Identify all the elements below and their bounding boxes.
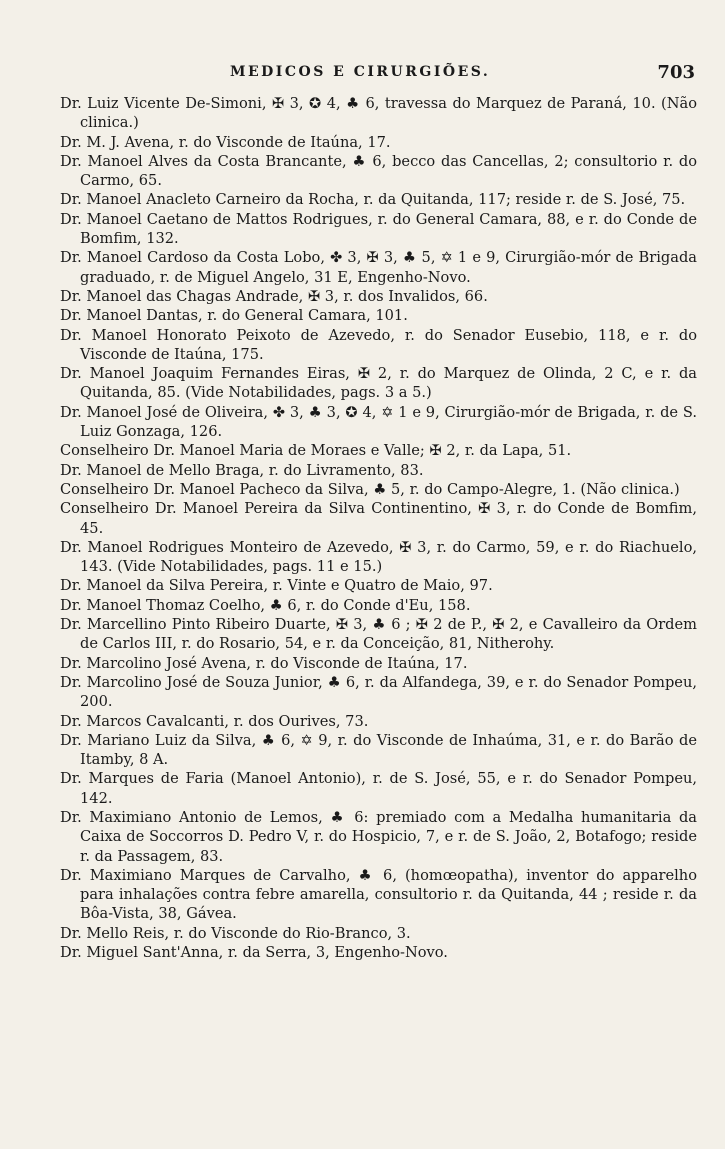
directory-entry: Dr. Manoel José de Oliveira, ✤ 3, ♣ 3, ✪ 4, ✡ 1 e 9, Cirurgião-mór de Brigada, r. de S. Luiz Gonzaga, 126. [60,403,697,441]
directory-entry: Dr. Maximiano Marques de Carvalho, ♣ 6, (homœopatha), inventor do apparelho para inhalações contra febre amarella, consultorio r. da Quitanda, 44 ; reside r. da Bôa-Vista, 38, Gávea. [60,866,697,923]
directory-entry: Dr. Miguel Sant'Anna, r. da Serra, 3, Engenho-Novo. [60,944,448,962]
directory-entry: Dr. Marcolino José de Souza Junior, ♣ 6, r. da Alfandega, 39, e r. do Senador Pompeu, 200. [60,673,697,711]
directory-entry: Dr. Manoel de Mello Braga, r. do Livramento, 83. [60,461,424,479]
directory-entry: Dr. Manoel Rodrigues Monteiro de Azevedo, ✠ 3, r. do Carmo, 59, e r. do Riachuelo, 143. (Vide Notabilidades, pags. 11 e 15.) [60,538,697,576]
running-title: MEDICOS E CIRURGIÕES. [230,64,491,80]
directory-entry: Dr. Marques de Faria (Manoel Antonio), r. de S. José, 55, e r. do Senador Pompeu, 142. [60,770,697,807]
page-header [60,60,697,94]
directory-entry: Dr. Mello Reis, r. do Visconde do Rio-Branco, 3. [60,924,411,942]
directory-entry: Dr. Manoel Honorato Peixoto de Azevedo, r. do Senador Eusebio, 118, e r. do Visconde de Itaúna, 175. [60,326,697,363]
directory-entry: Dr. Manoel Alves da Costa Brancante, ♣ 6, becco das Cancellas, 2; consultorio r. do Carmo, 65. [60,152,697,190]
directory-entry: Dr. Manoel Dantas, r. do General Camara, 101. [60,307,408,325]
directory-entry: Dr. Luiz Vicente De-Simoni, ✠ 3, ✪ 4, ♣ 6, travessa do Marquez de Paraná, 10. (Não clinica.) [60,95,697,132]
directory-entry: Dr. Manoel Anacleto Carneiro da Rocha, r. da Quitanda, 117; reside r. de S. José, 75. [60,191,686,209]
directory-entry: Dr. Manoel Cardoso da Costa Lobo, ✤ 3, ✠ 3, ♣ 5, ✡ 1 e 9, Cirurgião-mór de Brigada graduado, r. de Miguel Angelo, 31 E, Engenho-Novo. [60,249,697,286]
directory-entry: Dr. M. J. Avena, r. do Visconde de Itaúna, 17. [60,133,391,151]
directory-entry: Dr. Maximiano Antonio de Lemos, ♣ 6: premiado com a Medalha humanitaria da Caixa de Soccorros D. Pedro V, r. do Hospicio, 7, e r. de S. João, 2, Botafogo; reside r. da Passagem, 83. [60,808,697,865]
directory-entry: Conselheiro Dr. Manoel Pereira da Silva Continentino, ✠ 3, r. do Conde de Bomfim, 45. [60,500,697,537]
directory-entry: Dr. Manoel Caetano de Mattos Rodrigues, r. do General Camara, 88, e r. do Conde de Bomfim, 132. [60,210,697,248]
directory-entry: Conselheiro Dr. Manoel Pacheco da Silva, ♣ 5, r. do Campo-Alegre, 1. (Não clinica.) [60,480,680,498]
page-number: 703 [657,62,695,83]
entry-list [60,94,697,962]
directory-entry: Conselheiro Dr. Manoel Maria de Moraes e Valle; ✠ 2, r. da Lapa, 51. [60,442,572,460]
directory-entry: Dr. Manoel das Chagas Andrade, ✠ 3, r. dos Invalidos, 66. [60,287,488,305]
directory-entry: Dr. Marcos Cavalcanti, r. dos Ourives, 73. [60,712,369,730]
directory-entry: Dr. Manoel da Silva Pereira, r. Vinte e Quatro de Maio, 97. [60,577,493,595]
directory-entry: Dr. Marcolino José Avena, r. do Visconde de Itaúna, 17. [60,654,468,672]
directory-entry: Dr. Mariano Luiz da Silva, ♣ 6, ✡ 9, r. do Visconde de Inhaúma, 31, e r. do Barão de Itamby, 8 A. [60,731,697,769]
directory-entry: Dr. Manoel Joaquim Fernandes Eiras, ✠ 2, r. do Marquez de Olinda, 2 C, e r. da Quitanda, 85. (Vide Notabilidades, pags. 3 a 5.) [60,365,697,402]
directory-entry: Dr. Manoel Thomaz Coelho, ♣ 6, r. do Conde d'Eu, 158. [60,596,471,614]
directory-entry: Dr. Marcellino Pinto Ribeiro Duarte, ✠ 3, ♣ 6 ; ✠ 2 de P., ✠ 2, e Cavalleiro da Ordem de Carlos III, r. do Rosario, 54, e r. da Conceição, 81, Nitherohy. [60,616,697,653]
